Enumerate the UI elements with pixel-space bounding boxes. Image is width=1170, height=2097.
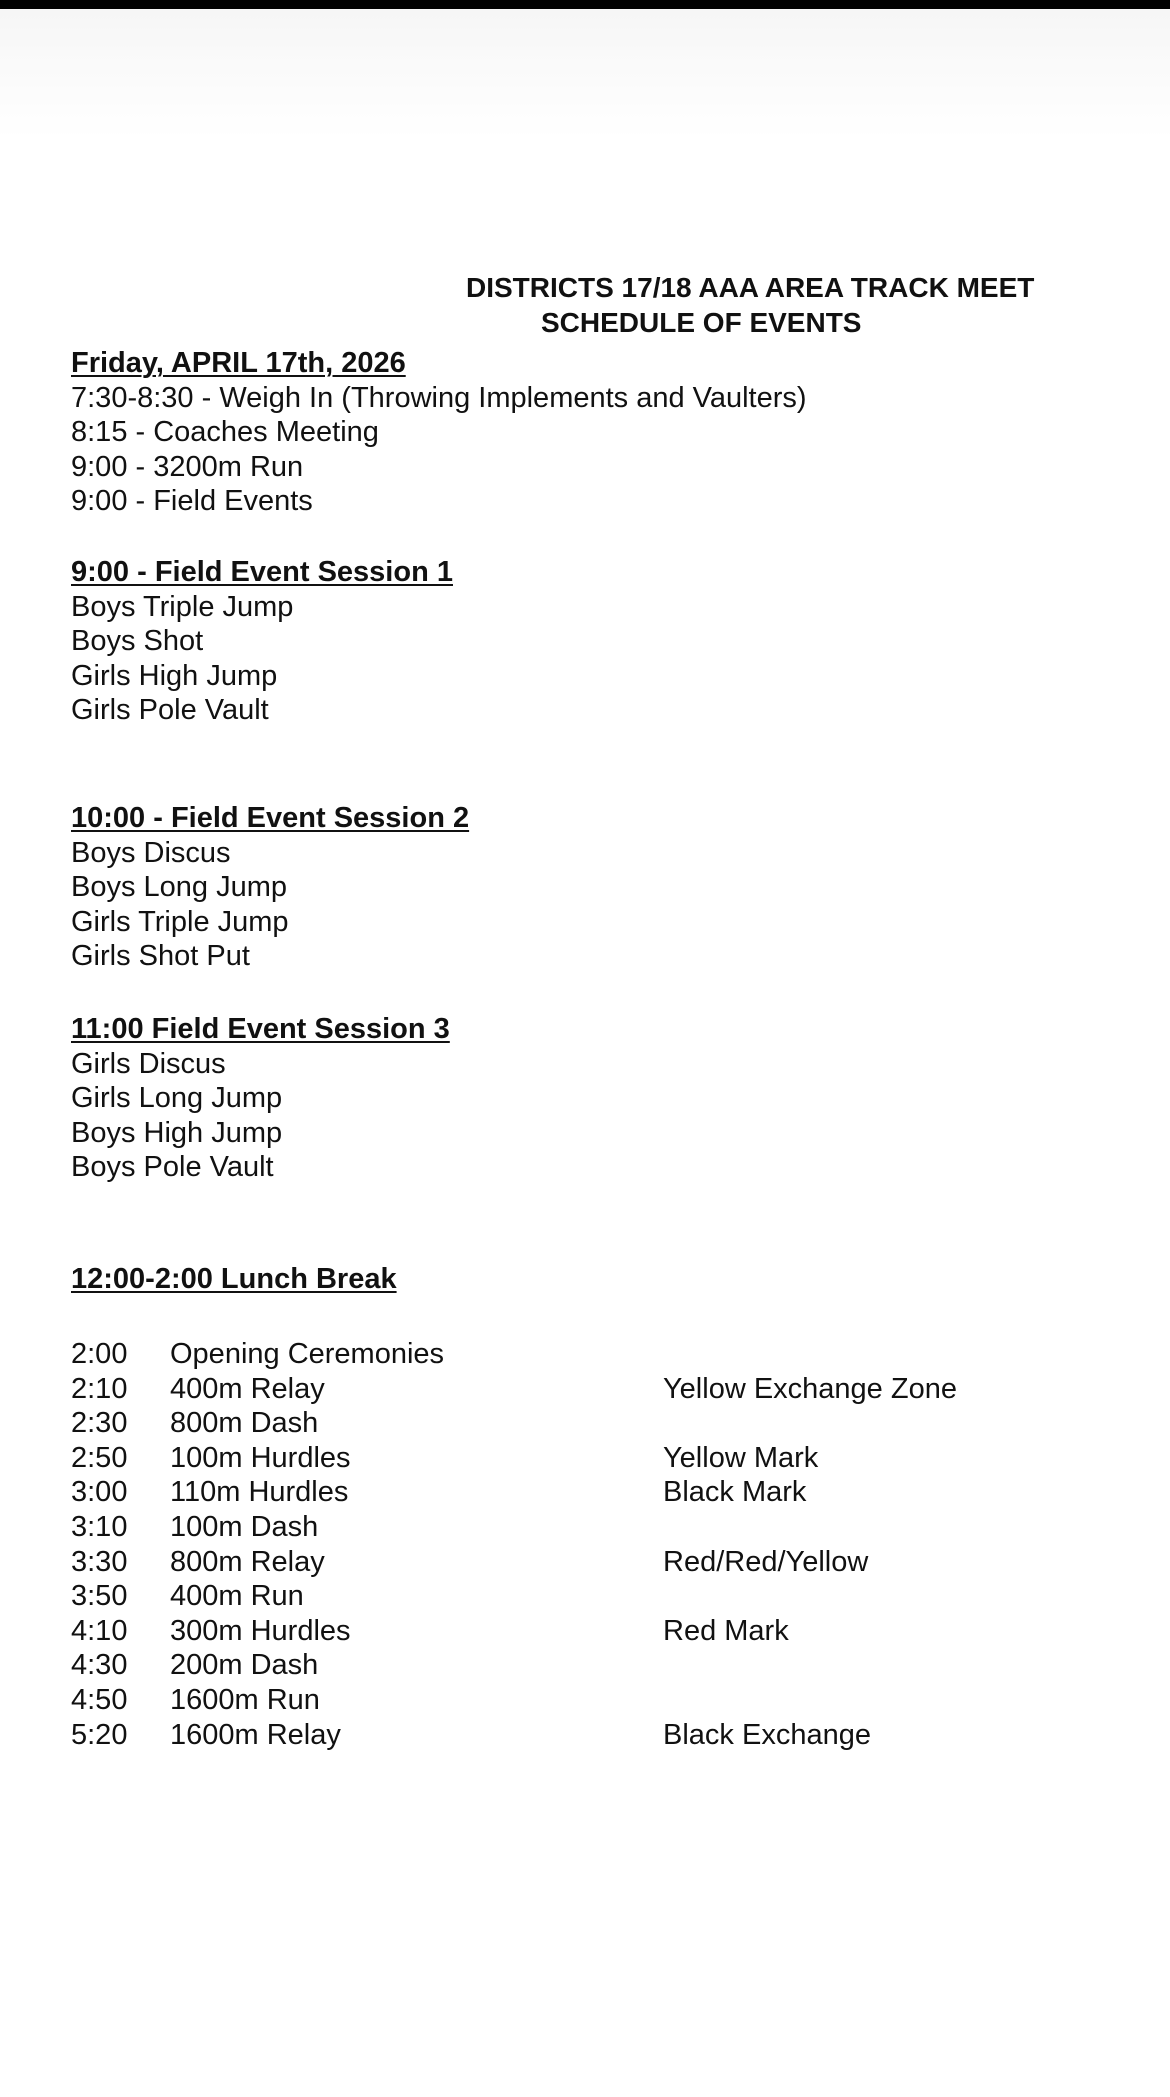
schedule-note: Black Exchange <box>663 1718 871 1751</box>
session-1-item: Boys Shot <box>71 625 204 658</box>
schedule-row <box>71 1614 1111 1649</box>
schedule-time: 2:50 <box>71 1441 128 1474</box>
schedule-row <box>71 1718 1111 1753</box>
session-1-heading: 9:00 - Field Event Session 1 <box>71 556 453 588</box>
friday-item: 8:15 - Coaches Meeting <box>71 416 379 449</box>
schedule-event: 1600m Run <box>170 1683 320 1716</box>
friday-item: 7:30-8:30 - Weigh In (Throwing Implements and Vaulters) <box>71 381 807 414</box>
afternoon-schedule <box>71 1337 1111 1752</box>
lunch-section <box>71 1262 397 1297</box>
session-2-item: Boys Long Jump <box>71 871 288 904</box>
session-1-item: Boys Triple Jump <box>71 590 294 623</box>
session-2-section <box>71 801 469 974</box>
schedule-time: 4:50 <box>71 1683 128 1716</box>
schedule-time: 2:10 <box>71 1372 128 1405</box>
schedule-event: Opening Ceremonies <box>170 1338 445 1370</box>
schedule-event: 400m Relay <box>170 1372 325 1405</box>
schedule-time: 3:00 <box>71 1476 128 1509</box>
session-3-item: Boys High Jump <box>71 1116 283 1149</box>
schedule-note: Red Mark <box>663 1614 789 1647</box>
top-edge-bar <box>0 0 1170 9</box>
session-1-section <box>71 555 453 728</box>
schedule-time: 3:50 <box>71 1580 128 1613</box>
schedule-event: 1600m Relay <box>170 1718 341 1751</box>
session-3-item: Boys Pole Vault <box>71 1151 274 1184</box>
schedule-row <box>71 1683 1111 1718</box>
schedule-note: Black Mark <box>663 1476 807 1509</box>
schedule-row <box>71 1406 1111 1441</box>
schedule-event: 100m Hurdles <box>170 1441 351 1474</box>
session-2-item: Boys Discus <box>71 836 231 869</box>
schedule-event: 300m Hurdles <box>170 1614 351 1647</box>
title-line-1: DISTRICTS 17/18 AAA AREA TRACK MEET <box>466 272 1035 303</box>
title-line-2: SCHEDULE OF EVENTS <box>541 307 862 338</box>
session-3-heading: 11:00 Field Event Session 3 <box>71 1013 450 1045</box>
session-3-item: Girls Discus <box>71 1047 226 1080</box>
session-2-item: Girls Shot Put <box>71 940 250 973</box>
friday-item: 9:00 - Field Events <box>71 485 313 518</box>
schedule-row <box>71 1510 1111 1545</box>
schedule-time: 2:30 <box>71 1407 128 1440</box>
schedule-row <box>71 1648 1111 1683</box>
friday-item: 9:00 - 3200m Run <box>71 450 304 483</box>
schedule-row <box>71 1337 1111 1372</box>
session-2-heading: 10:00 - Field Event Session 2 <box>71 802 470 834</box>
session-1-item: Girls High Jump <box>71 659 278 692</box>
schedule-note: Yellow Exchange Zone <box>663 1372 957 1405</box>
schedule-row <box>71 1372 1111 1407</box>
schedule-note: Red/Red/Yellow <box>663 1545 869 1578</box>
schedule-note: Yellow Mark <box>663 1441 819 1474</box>
friday-section <box>71 346 807 519</box>
schedule-time: 4:10 <box>71 1614 128 1647</box>
schedule-event: 200m Dash <box>170 1649 319 1682</box>
session-3-section <box>71 1012 450 1185</box>
schedule-event: 800m Relay <box>170 1545 325 1578</box>
top-shade <box>0 9 1170 139</box>
session-1-item: Girls Pole Vault <box>71 694 269 727</box>
schedule-event: 100m Dash <box>170 1510 319 1543</box>
session-2-item: Girls Triple Jump <box>71 905 289 938</box>
schedule-row <box>71 1441 1111 1476</box>
schedule-row <box>71 1475 1111 1510</box>
schedule-event: 110m Hurdles <box>170 1476 349 1509</box>
schedule-event: 800m Dash <box>170 1407 319 1440</box>
schedule-row <box>71 1545 1111 1580</box>
schedule-row <box>71 1579 1111 1614</box>
schedule-time: 4:30 <box>71 1649 128 1682</box>
schedule-time: 3:10 <box>71 1510 128 1543</box>
session-3-item: Girls Long Jump <box>71 1082 283 1115</box>
schedule-time: 5:20 <box>71 1718 128 1751</box>
friday-heading: Friday, APRIL 17th, 2026 <box>71 347 406 379</box>
schedule-event: 400m Run <box>170 1580 304 1613</box>
schedule-time: 3:30 <box>71 1545 128 1578</box>
schedule-time: 2:00 <box>71 1338 128 1370</box>
lunch-heading: 12:00-2:00 Lunch Break <box>71 1263 397 1295</box>
